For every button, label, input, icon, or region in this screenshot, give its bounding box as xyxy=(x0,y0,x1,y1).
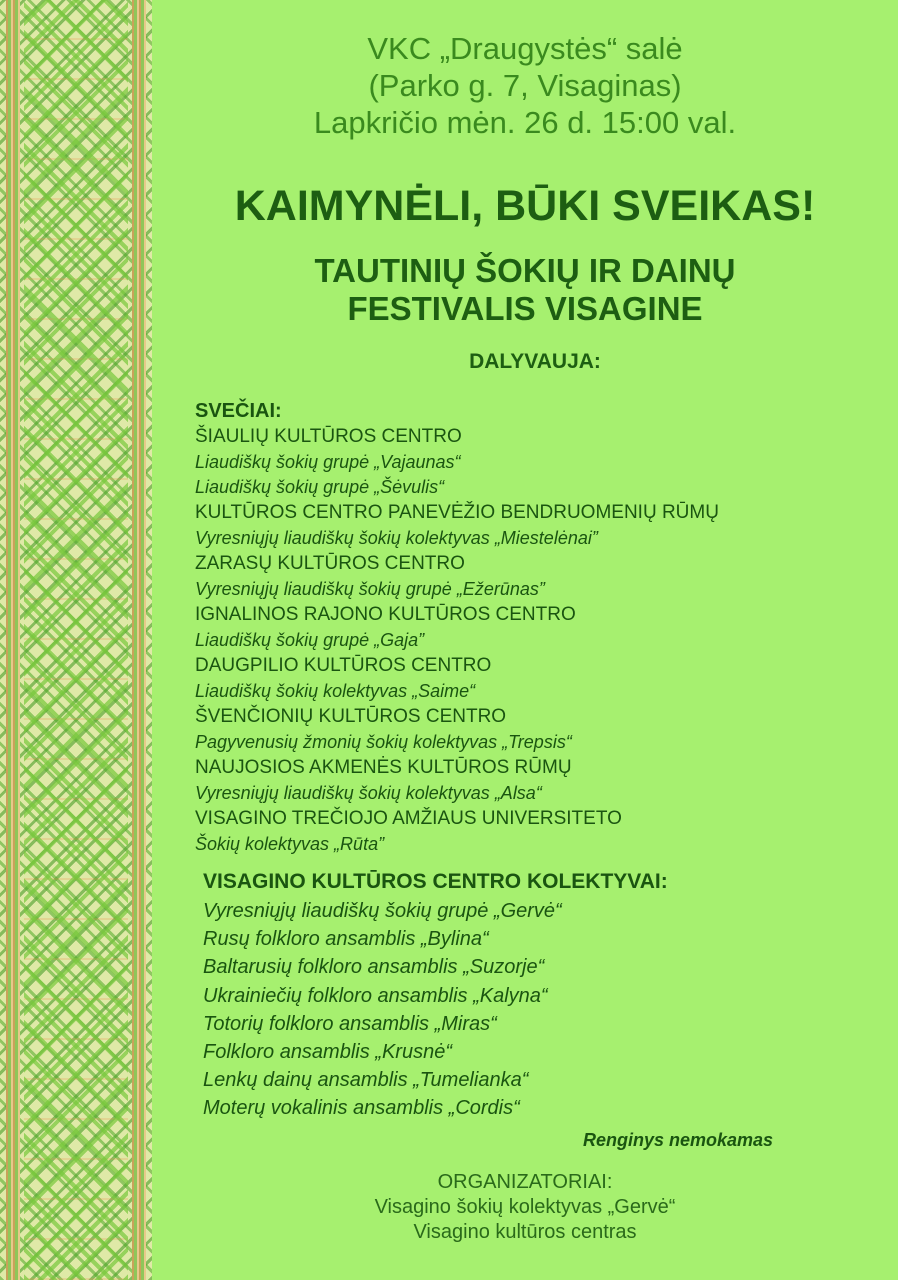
guests-list xyxy=(195,398,719,857)
local-group: Moterų vokalinis ansamblis „Cordis“ xyxy=(203,1097,520,1120)
guest-organization: NAUJOSIOS AKMENĖS KULTŪROS RŪMŲ xyxy=(195,757,572,778)
organizer-2: Visagino kultūros centras xyxy=(413,1221,637,1243)
band-edge-left xyxy=(6,0,20,1280)
guest-group: Vyresniųjų liaudiškų šokių kolektyvas „Alsa“ xyxy=(195,783,542,803)
local-label: VISAGINO KULTŪROS CENTRO KOLEKTYVAI: xyxy=(203,870,668,893)
local-group: Baltarusių folkloro ansamblis „Suzorje“ xyxy=(203,956,545,979)
local-group: Rusų folkloro ansamblis „Bylina“ xyxy=(203,928,489,951)
band-pattern xyxy=(24,0,128,1280)
venue-block xyxy=(152,30,898,141)
free-event-note: Renginys nemokamas xyxy=(583,1130,774,1150)
venue-line-1: VKC „Draugystės“ salė xyxy=(367,31,683,66)
band-edge-right xyxy=(132,0,146,1280)
local-entries xyxy=(203,897,668,1123)
organizers-block xyxy=(152,1170,898,1245)
guest-group: Vyresniųjų liaudiškų šokių kolektyvas „Miestelėnai” xyxy=(195,528,598,548)
guest-group: Liaudiškų šokių grupė „Gaja” xyxy=(195,630,425,650)
local-group: Vyresniųjų liaudiškų šokių grupė „Gervė“ xyxy=(203,900,562,922)
guest-group: Vyresniųjų liaudiškų šokių grupė „Ežerūnas” xyxy=(195,579,545,599)
local-group: Ukrainiečių folkloro ansamblis „Kalyna“ xyxy=(203,984,548,1007)
woven-ornament-band xyxy=(0,0,152,1280)
venue-line-2: (Parko g. 7, Visaginas) xyxy=(368,68,682,103)
event-subtitle xyxy=(152,252,898,328)
subtitle-line-2: FESTIVALIS VISAGINE xyxy=(347,290,703,327)
guest-entries xyxy=(195,424,719,857)
venue-line-3: Lapkričio mėn. 26 d. 15:00 val. xyxy=(313,105,737,140)
guest-organization: KULTŪROS CENTRO PANEVĖŽIO BENDRUOMENIŲ RŪMŲ xyxy=(195,502,719,523)
guest-organization: ZARASŲ KULTŪROS CENTRO xyxy=(195,553,465,574)
organizer-1: Visagino šokių kolektyvas „Gervė“ xyxy=(374,1196,676,1218)
guest-group: Pagyvenusių žmonių šokių kolektyvas „Trepsis“ xyxy=(195,732,572,752)
local-collectives xyxy=(203,867,668,1123)
guest-organization: VISAGINO TREČIOJO AMŽIAUS UNIVERSITETO xyxy=(195,808,622,829)
guest-group: Liaudiškų šokių grupė „Vajaunas“ xyxy=(195,452,461,472)
participating-label: DALYVAUJA: xyxy=(469,350,601,373)
local-group: Lenkų dainų ansamblis „Tumelianka“ xyxy=(203,1069,529,1092)
guest-organization: DAUGPILIO KULTŪROS CENTRO xyxy=(195,655,492,676)
guest-group: Liaudiškų šokių grupė „Šėvulis“ xyxy=(195,477,445,497)
event-title: KAIMYNĖLI, BŪKI SVEIKAS! xyxy=(234,182,816,230)
guests-label: SVEČIAI: xyxy=(195,400,282,422)
guest-group: Šokių kolektyvas „Rūta” xyxy=(195,834,385,854)
local-group: Totorių folkloro ansamblis „Miras“ xyxy=(203,1012,497,1035)
local-group: Folkloro ansamblis „Krusnė“ xyxy=(203,1041,452,1064)
organizers-label: ORGANIZATORIAI: xyxy=(437,1171,613,1193)
subtitle-line-1: TAUTINIŲ ŠOKIŲ IR DAINŲ xyxy=(314,252,736,289)
guest-organization: ŠVENČIONIŲ KULTŪROS CENTRO xyxy=(195,706,507,727)
guest-group: Liaudiškų šokių kolektyvas „Saime“ xyxy=(195,681,476,701)
guest-organization: ŠIAULIŲ KULTŪROS CENTRO xyxy=(195,426,462,447)
guest-organization: IGNALINOS RAJONO KULTŪROS CENTRO xyxy=(195,604,576,625)
